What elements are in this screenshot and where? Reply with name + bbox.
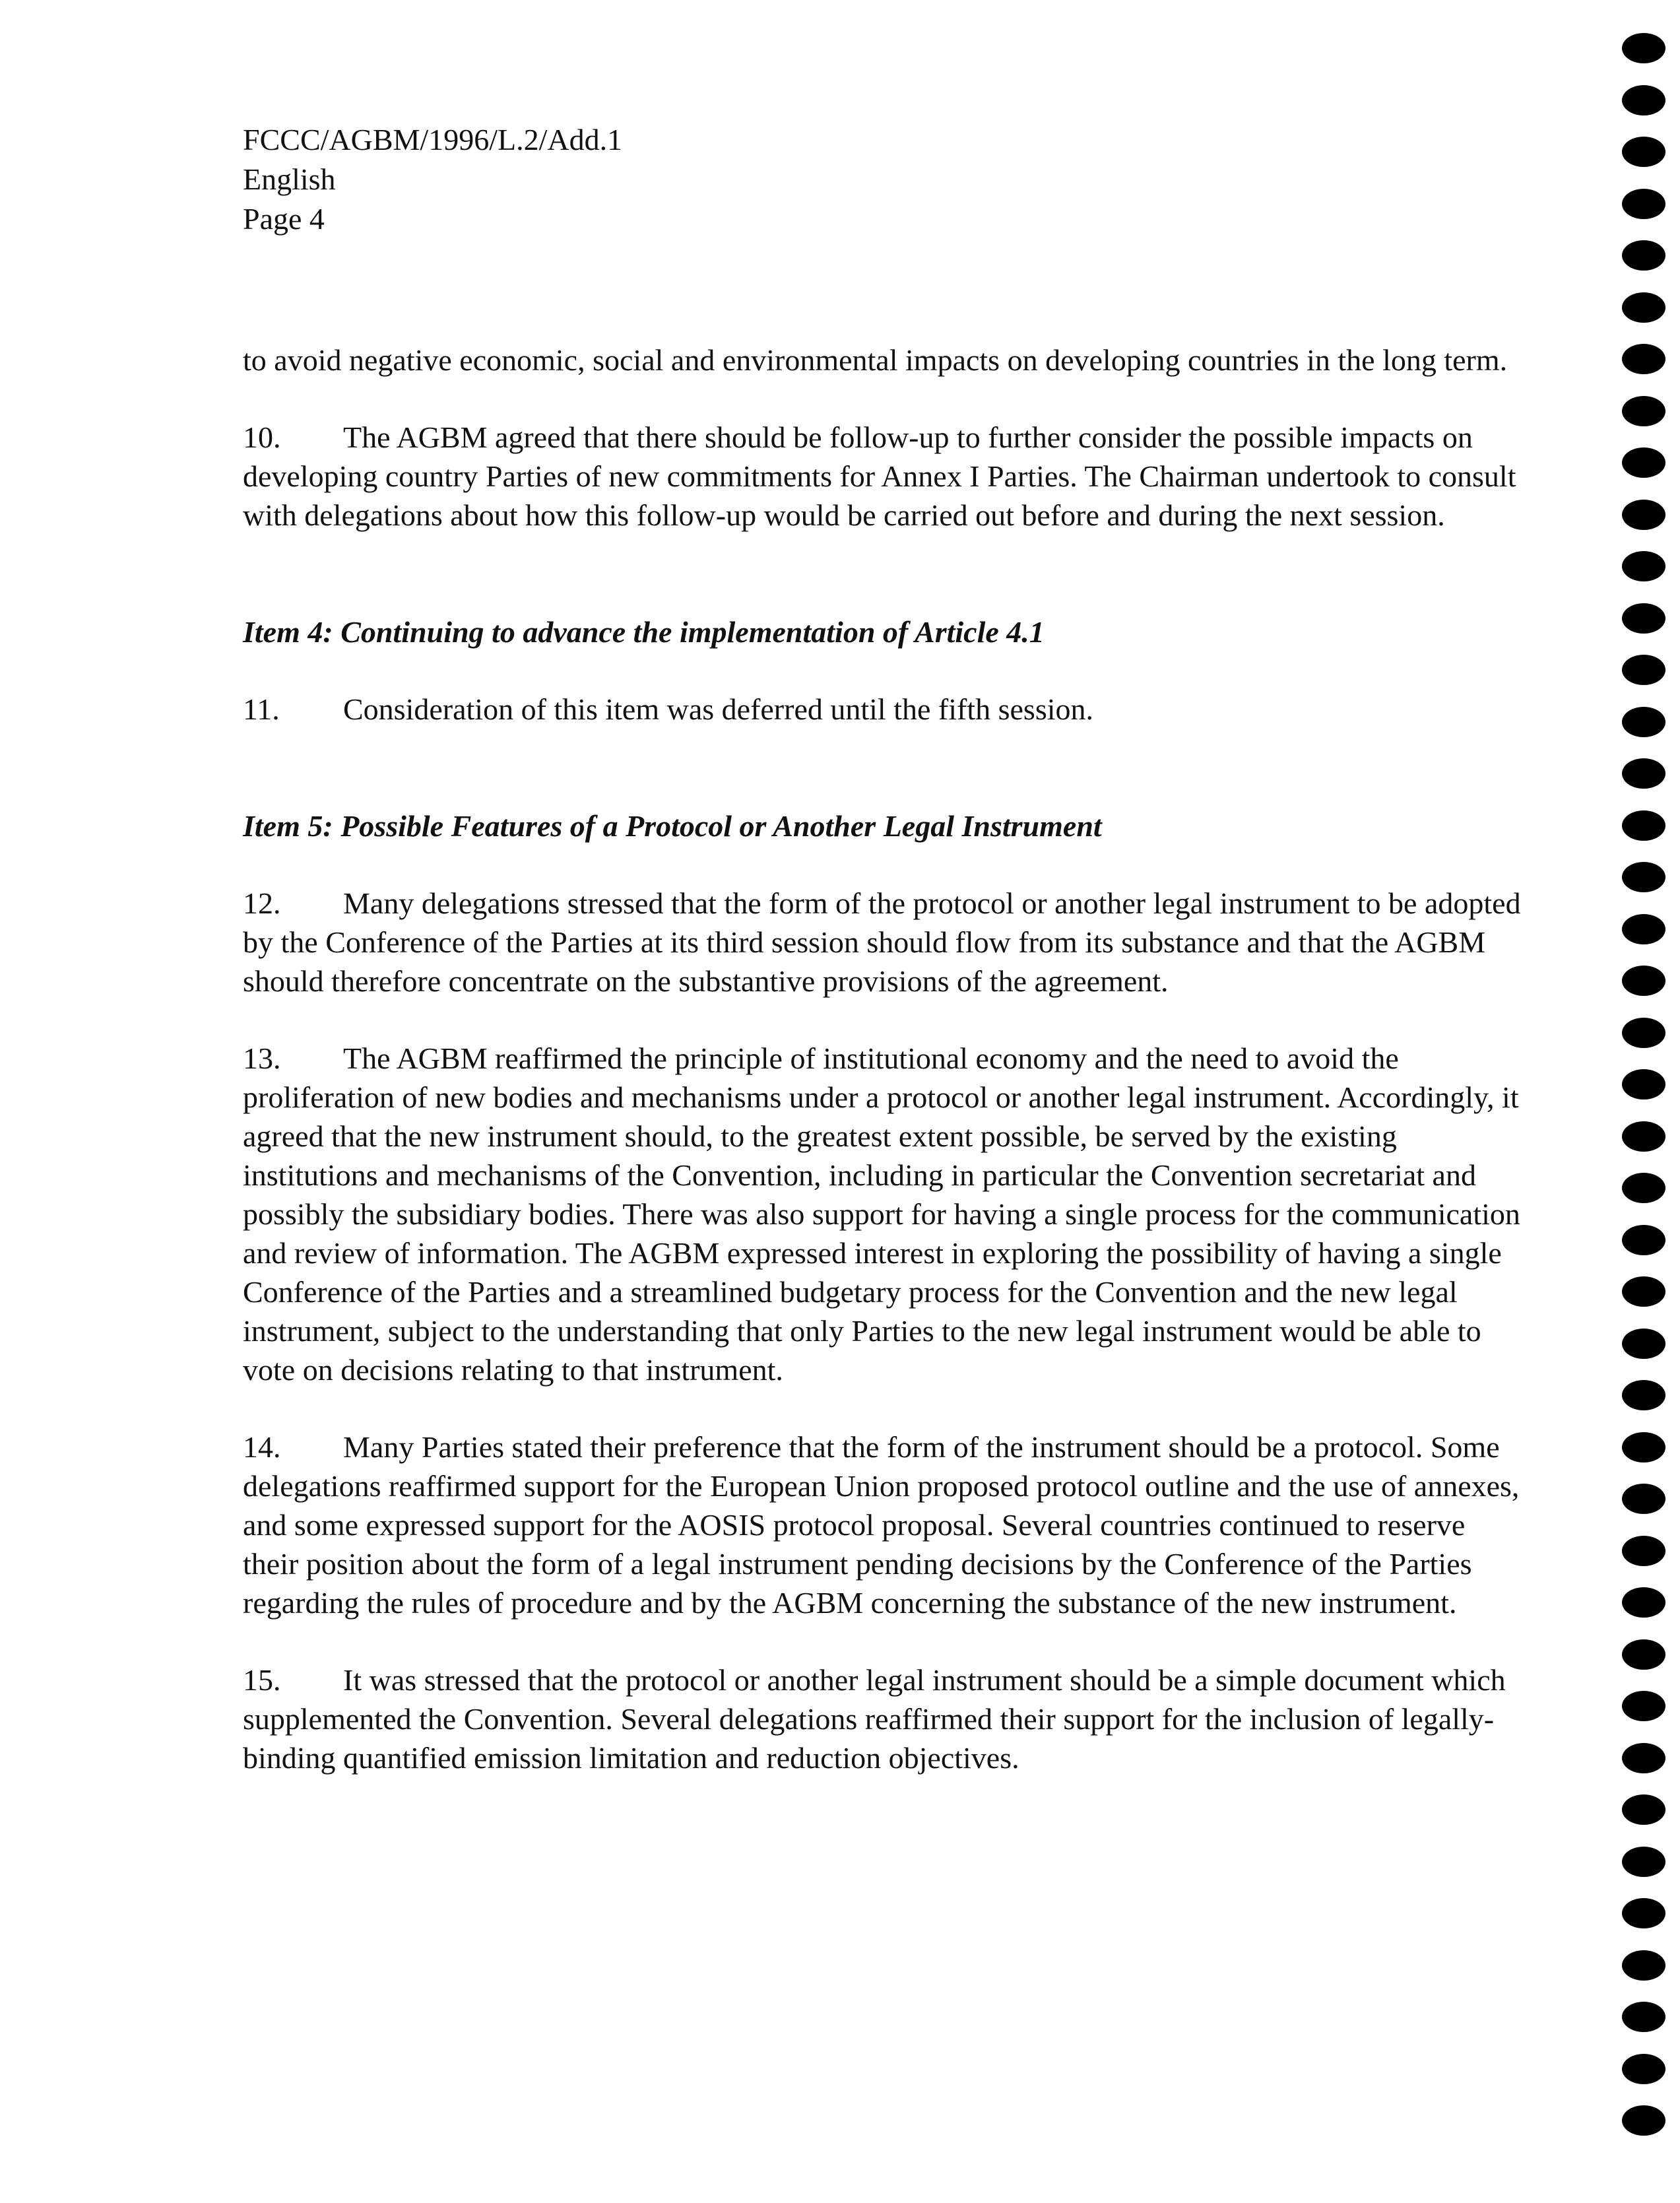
item-4-heading: Item 4: Continuing to advance the implementation of Article 4.1 <box>243 615 1045 649</box>
binding-hole <box>1622 1225 1665 1255</box>
binding-hole <box>1622 33 1665 63</box>
paragraph-number: 13. <box>243 1041 281 1075</box>
binding-hole <box>1622 500 1665 530</box>
paragraph-13 <box>243 1039 1523 1389</box>
binding-hole <box>1622 240 1665 271</box>
binding-hole <box>1622 1121 1665 1152</box>
paragraph-text: It was stressed that the protocol or another legal instrument should be a simple document which supplemented the Convention. Several delegations reaffirmed their support for the inclusion of legally-binding quantified emission limitation and reduction objectives. <box>243 1663 1506 1775</box>
binding-hole <box>1622 292 1665 323</box>
binding-hole <box>1622 758 1665 789</box>
binding-hole <box>1622 707 1665 737</box>
binding-hole <box>1622 1329 1665 1359</box>
binding-hole <box>1622 344 1665 374</box>
binding-hole <box>1622 189 1665 219</box>
document-body <box>243 341 1523 1816</box>
continuation-paragraph: to avoid negative economic, social and environmental impacts on developing countries in the long term. <box>243 343 1508 377</box>
binding-hole <box>1622 1587 1665 1618</box>
document-language: English <box>243 162 336 196</box>
binding-hole <box>1622 2054 1665 2084</box>
binding-hole <box>1622 1794 1665 1825</box>
binding-holes <box>1622 33 1668 2198</box>
binding-hole <box>1622 396 1665 426</box>
paragraph-number: 15. <box>243 1663 281 1697</box>
paragraph-text: Many delegations stressed that the form of the protocol or another legal instrument to be adopted by the Conference of the Parties at its third session should flow from its substance and that the AGBM should therefore concentrate on the substantive provisions of the agreement. <box>243 886 1521 998</box>
item-5-heading: Item 5: Possible Features of a Protocol or Another Legal Instrument <box>243 809 1102 843</box>
binding-hole <box>1622 914 1665 944</box>
paragraph-number: 14. <box>243 1430 281 1464</box>
paragraph-10 <box>243 418 1523 535</box>
paragraph-text: The AGBM reaffirmed the principle of institutional economy and the need to avoid the proliferation of new bodies and mechanisms under a protocol or another legal instrument. Accordingly, it agreed that the new instrument should, to the greatest extent possible, be served by the existing institutions and mechanisms of the Convention, including in particular the Convention secretariat and possibly the subsidiary bodies. There was also support for having a single process for the communication and review of information. The AGBM expressed interest in exploring the possibility of having a single Conference of the Parties and a streamlined budgetary process for the Convention and the new legal instrument, subject to the understanding that only Parties to the new legal instrument would be able to vote on decisions relating to that instrument. <box>243 1041 1520 1387</box>
binding-hole <box>1622 1173 1665 1203</box>
document-header <box>243 120 622 239</box>
page-number: Page 4 <box>243 202 325 236</box>
binding-hole <box>1622 1276 1665 1307</box>
binding-hole <box>1622 810 1665 841</box>
binding-hole <box>1622 2105 1665 2136</box>
binding-hole <box>1622 1847 1665 1877</box>
paragraph-text: Consideration of this item was deferred until the fifth session. <box>343 692 1093 726</box>
binding-hole <box>1622 85 1665 115</box>
binding-hole <box>1622 551 1665 581</box>
paragraph-number: 11. <box>243 692 280 726</box>
paragraph-number: 12. <box>243 886 281 920</box>
binding-hole <box>1622 966 1665 996</box>
paragraph-14 <box>243 1428 1523 1622</box>
binding-hole <box>1622 1484 1665 1514</box>
paragraph-text: The AGBM agreed that there should be follow-up to further consider the possible impacts on developing country Parties of new commitments for Annex I Parties. The Chairman undertook to consult with delegations about how this follow-up would be carried out before and during the next session. <box>243 420 1516 532</box>
document-symbol: FCCC/AGBM/1996/L.2/Add.1 <box>243 123 623 156</box>
binding-hole <box>1622 1898 1665 1928</box>
binding-hole <box>1622 2002 1665 2032</box>
paragraph-12 <box>243 884 1523 1001</box>
binding-hole <box>1622 862 1665 892</box>
paragraph-text: Many Parties stated their preference that the form of the instrument should be a protocol. Some delegations reaffirmed support for the European Union proposed protocol outline and the use of annexes, and some expressed support for the AOSIS protocol proposal. Several countries continued to reserve their position about the form of a legal instrument pending decisions by the Conference of the Parties regarding the rules of procedure and by the AGBM concerning the substance of the new instrument. <box>243 1430 1520 1620</box>
binding-hole <box>1622 137 1665 167</box>
binding-hole <box>1622 1536 1665 1566</box>
binding-hole <box>1622 1018 1665 1048</box>
binding-hole <box>1622 1432 1665 1463</box>
paragraph-15 <box>243 1660 1523 1777</box>
binding-hole <box>1622 447 1665 478</box>
binding-hole <box>1622 1639 1665 1670</box>
binding-hole <box>1622 1743 1665 1773</box>
binding-hole <box>1622 1380 1665 1410</box>
binding-hole <box>1622 1691 1665 1721</box>
paragraph-11 <box>243 690 1523 729</box>
binding-hole <box>1622 1069 1665 1100</box>
binding-hole <box>1622 655 1665 685</box>
paragraph-number: 10. <box>243 420 281 454</box>
binding-hole <box>1622 1950 1665 1981</box>
binding-hole <box>1622 603 1665 634</box>
